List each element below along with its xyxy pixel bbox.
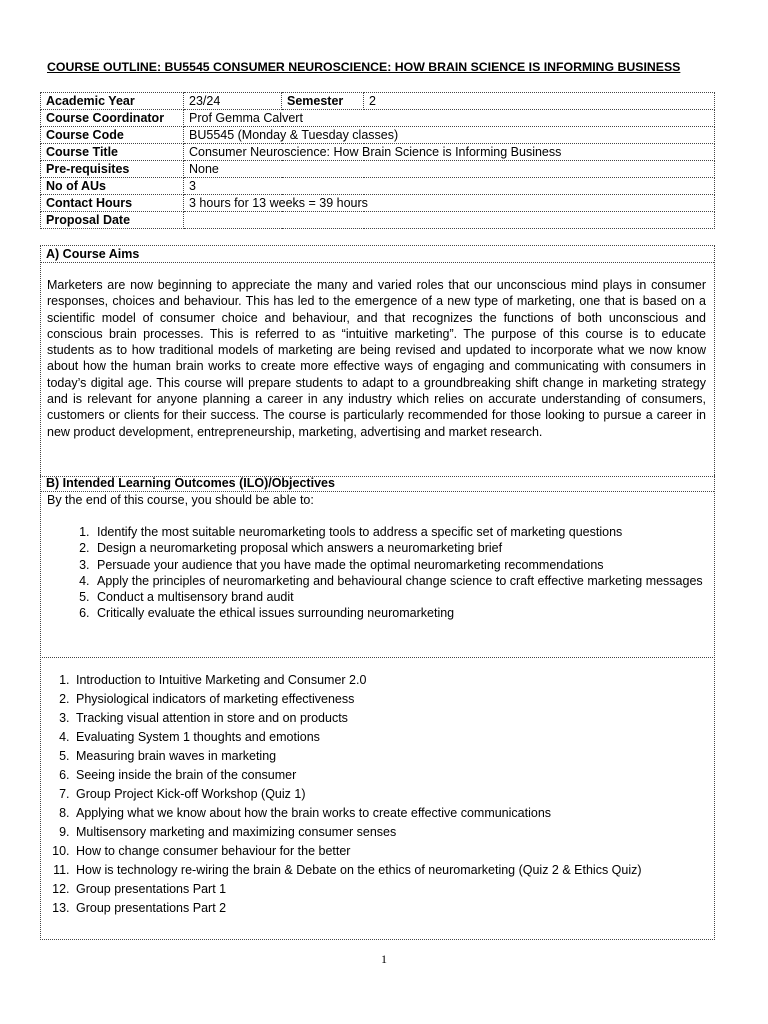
list-item: 13. Group presentations Part 2	[73, 899, 714, 918]
proposal-date-value	[184, 212, 715, 229]
list-item: 2. Design a neuromarketing proposal which answers a neuromarketing brief	[93, 540, 714, 556]
list-item: 4. Apply the principles of neuromarketing and behavioural change science to craft effective marketing messages	[93, 573, 714, 589]
semester-label: Semester	[282, 93, 364, 110]
table-row	[41, 195, 715, 212]
list-item: 1. Identify the most suitable neuromarketing tools to address a specific set of marketing questions	[93, 524, 714, 540]
course-code-value: BU5545 (Monday & Tuesday classes)	[184, 127, 715, 144]
course-aims-text: Marketers are now beginning to appreciate the many and varied roles that our unconscious mind plays in consumer responses, choices and behaviour. This has led to the emergence of a new type of marketing, one that is based on a scientific model of consumer choice and behaviour, and that recognizes the functions of both unconscious and conscious brain processes. This is referred to as “intuitive marketing”. The purpose of this course is to educate students as to how traditional models of marketing are being revised and updated to incorporate what we now know about how the human brain works to create more effective ways of engaging and communicating with consumers in today’s digital age. This course will prepare students to adapt to a groundbreaking shift change in marketing strategy and is relevant for anyone planning a career in any industry which relies on accurate understanding of consumers, customers or clients for their success. The course is particularly recommended for those looking to pursue a career in new product development, entrepreneurship, marketing, advertising and market research.	[47, 278, 706, 439]
course-aims-heading: A) Course Aims	[41, 246, 714, 263]
table-row	[41, 161, 715, 178]
contact-hours-value: 3 hours for 13 weeks = 39 hours	[184, 195, 715, 212]
list-item: 9. Multisensory marketing and maximizing consumer senses	[73, 823, 714, 842]
list-item: 11. How is technology re-wiring the brain & Debate on the ethics of neuromarketing (Quiz 2 & Ethics Quiz)	[73, 861, 714, 880]
list-item: 2. Physiological indicators of marketing effectiveness	[73, 690, 714, 709]
list-item: 3. Tracking visual attention in store and on products	[73, 709, 714, 728]
list-item: 12. Group presentations Part 1	[73, 880, 714, 899]
course-code-label: Course Code	[41, 127, 184, 144]
learning-outcomes-section	[40, 475, 715, 658]
academic-year-label: Academic Year	[41, 93, 184, 110]
list-item: 5. Measuring brain waves in marketing	[73, 747, 714, 766]
list-item: 10. How to change consumer behaviour for the better	[73, 842, 714, 861]
learning-outcomes-intro: By the end of this course, you should be able to:	[47, 493, 314, 507]
table-row	[41, 93, 715, 110]
table-row	[41, 127, 715, 144]
academic-year-value: 23/24	[184, 93, 282, 110]
no-of-aus-value: 3	[184, 178, 715, 195]
course-topics-list	[41, 671, 714, 918]
course-info-table	[40, 92, 715, 229]
course-title-label: Course Title	[41, 144, 184, 161]
page-number: 1	[381, 952, 387, 966]
list-item: 1. Introduction to Intuitive Marketing and Consumer 2.0	[73, 671, 714, 690]
table-row	[41, 212, 715, 229]
prerequisites-label: Pre-requisites	[41, 161, 184, 178]
table-row	[41, 144, 715, 161]
course-coordinator-value: Prof Gemma Calvert	[184, 110, 715, 127]
list-item: 6. Seeing inside the brain of the consumer	[73, 766, 714, 785]
course-topics-section	[40, 657, 715, 940]
table-row	[41, 178, 715, 195]
list-item: 5. Conduct a multisensory brand audit	[93, 589, 714, 605]
semester-value: 2	[364, 93, 715, 110]
course-coordinator-label: Course Coordinator	[41, 110, 184, 127]
proposal-date-label: Proposal Date	[41, 212, 184, 229]
document-title: COURSE OUTLINE: BU5545 CONSUMER NEUROSCIENCE: HOW BRAIN SCIENCE IS INFORMING BUSINESS	[47, 60, 681, 74]
contact-hours-label: Contact Hours	[41, 195, 184, 212]
list-item: 8. Applying what we know about how the brain works to create effective communications	[73, 804, 714, 823]
no-of-aus-label: No of AUs	[41, 178, 184, 195]
learning-outcomes-heading: B) Intended Learning Outcomes (ILO)/Objectives	[41, 475, 714, 492]
list-item: 6. Critically evaluate the ethical issues surrounding neuromarketing	[93, 605, 714, 621]
table-row	[41, 110, 715, 127]
list-item: 3. Persuade your audience that you have made the optimal neuromarketing recommendations	[93, 557, 714, 573]
list-item: 7. Group Project Kick-off Workshop (Quiz 1)	[73, 785, 714, 804]
list-item: 4. Evaluating System 1 thoughts and emotions	[73, 728, 714, 747]
course-aims-section	[40, 245, 715, 477]
course-title-value: Consumer Neuroscience: How Brain Science is Informing Business	[184, 144, 715, 161]
learning-outcomes-list	[41, 524, 714, 622]
prerequisites-value: None	[184, 161, 715, 178]
